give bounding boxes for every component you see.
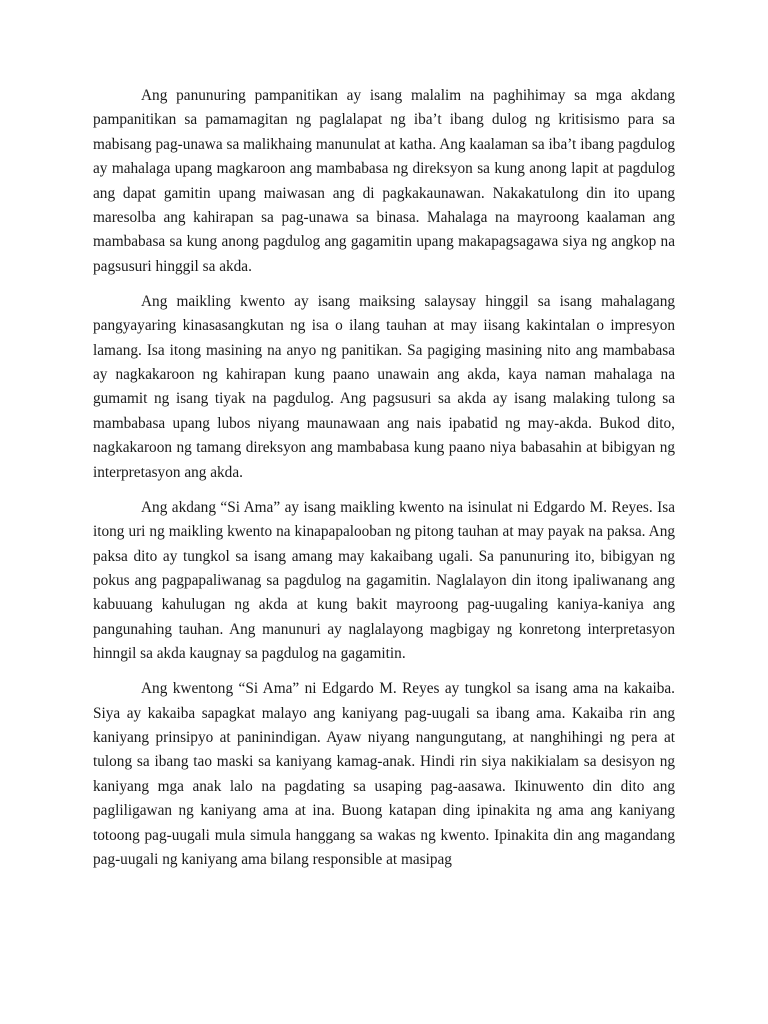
document-body	[93, 84, 675, 883]
paragraph-2: Ang maikling kwento ay isang maiksing salaysay hinggil sa isang mahalagang pangyayaring kinasasangkutan ng isa o ilang tauhan at may iisang kakintalan o impresyon lamang. Isa itong masining na anyo ng panitikan. Sa pagiging masining nito ang mambabasa ay nagkakaroon ng kahirapan kung paano unawain ang akda, kaya naman mahalaga na gumamit ng isang tiyak na pagdulog. Ang pagsusuri sa akda ay isang malaking tulong sa mambabasa upang lubos niyang maunawaan ang nais ipabatid ng may-akda. Bukod dito, nagkakaroon ng tamang direksyon ang mambabasa kung paano niya babasahin at bibigyan ng interpretasyon ang akda.	[93, 292, 675, 481]
paragraph-3: Ang akdang “Si Ama” ay isang maikling kwento na isinulat ni Edgardo M. Reyes. Isa itong uri ng maikling kwento na kinapapalooban ng pitong tauhan at may payak na paksa. Ang paksa dito ay tungkol sa isang amang may kakaibang ugali. Sa panunuring ito, bibigyan ng pokus ang pagpapaliwanag sa pagdulog na gagamitin. Naglalayon din itong ipaliwanang ang kabuuang kahulugan ng akda at kung bakit mayroong pag-uugaling kaniya-kaniya ang pangunahing tauhan. Ang manunuri ay naglalayong magbigay ng konretong interpretasyon hinngil sa akda kaugnay sa pagdulog na gagamitin.	[93, 498, 675, 663]
paragraph-1: Ang panunuring pampanitikan ay isang malalim na paghihimay sa mga akdang pampanitikan sa pamamagitan ng paglalapat ng iba’t ibang dulog ng kritisismo para sa mabisang pag-unawa sa malikhaing manunulat at katha. Ang kaalaman sa iba’t ibang pagdulog ay mahalaga upang magkaroon ang mambabasa ng direksyon sa kung anong lapit at pagdulog ang dapat gamitin upang maiwasan ang di pagkakaunawan. Nakakatulong din ito upang maresolba ang kahirapan sa pag-unawa sa binasa. Mahalaga na mayroong kaalaman ang mambabasa sa kung anong pagdulog ang gagamitin upang makapagsagawa siya ng angkop na pagsusuri hinggil sa akda.	[93, 87, 675, 275]
paragraph-4: Ang kwentong “Si Ama” ni Edgardo M. Reyes ay tungkol sa isang ama na kakaiba. Siya ay kakaiba sapagkat malayo ang kaniyang pag-uugali sa ibang ama. Kakaiba rin ang kaniyang prinsipyo at paninindigan. Ayaw niyang nangungutang, at nanghihingi ng pera at tulong sa ibang tao maski sa kaniyang kamag-anak. Hindi rin siya nakikialam sa desisyon ng kaniyang mga anak lalo na pagdating sa usaping pag-aasawa. Ikinuwento din dito ang pagliligawan ng kaniyang ama at ina. Buong katapan ding ipinakita ng ama ang kaniyang totoong pag-uugali mula simula hanggang sa wakas ng kwento. Ipinakita din ang magandang pag-uugali ng kaniyang ama bilang responsible at masipag	[93, 680, 675, 868]
